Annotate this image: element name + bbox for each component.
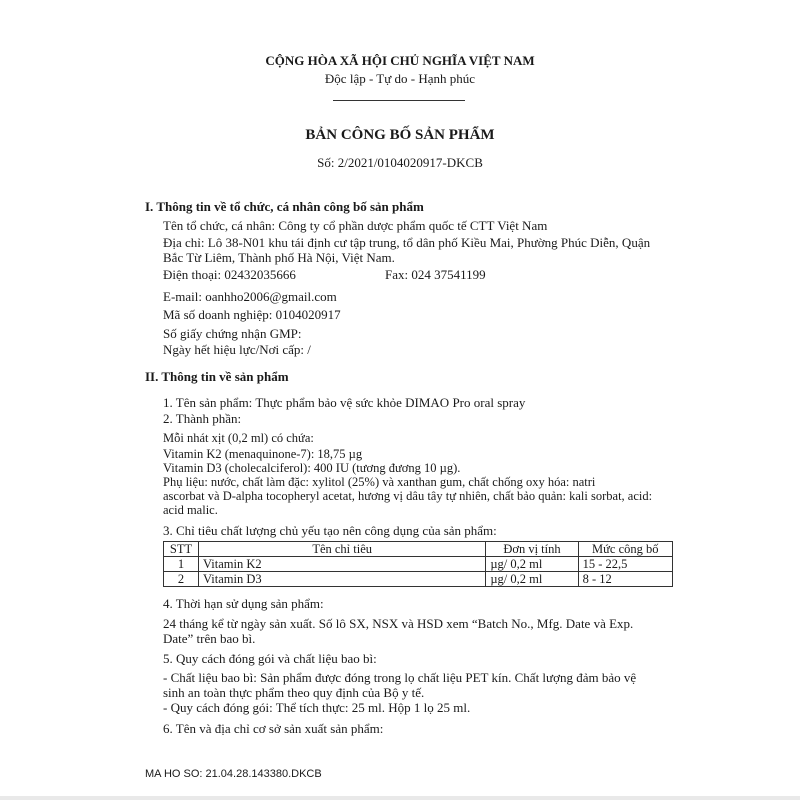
table-cell: 8 - 12 [578,572,672,587]
ingredient-line: Phụ liệu: nước, chất làm đặc: xylitol (25%) và xanthan gum, chất chống oxy hóa: natri [163,475,596,489]
manufacturer-heading: 6. Tên và địa chỉ cơ sở sản xuất sản phẩm: [163,721,384,736]
table-header-cell: Tên chỉ tiêu [198,542,485,557]
motto: Độc lập - Tự do - Hạnh phúc [324,71,476,86]
packaging-line: - Chất liệu bao bì: Sản phẩm được đóng trong lọ chất liệu PET kín. Chất lượng đảm bảo vệ [163,670,637,685]
shelf-life-heading: 4. Thời hạn sử dụng sản phẩm: [163,596,324,611]
business-code: Mã số doanh nghiệp: 0104020917 [163,307,341,322]
packaging-heading: 5. Quy cách đóng gói và chất liệu bao bì: [163,651,377,666]
address-line-1: Địa chỉ: Lô 38-N01 khu tái định cư tập trung, tổ dân phố Kiều Mai, Phường Phúc Diễn, Quận [163,235,651,250]
table-row [164,557,673,572]
org-name: Tên tổ chức, cá nhân: Công ty cổ phần dược phẩm quốc tế CTT Việt Nam [163,218,548,233]
table-cell: Vitamin K2 [198,557,485,572]
packaging-line: - Quy cách đóng gói: Thể tích thực: 25 ml. Hộp 1 lọ 25 ml. [163,700,471,715]
packaging-line: sinh an toàn thực phẩm theo quy định của Bộ y tế. [163,685,425,700]
country-header: CỘNG HÒA XÃ HỘI CHỦ NGHĨA VIỆT NAM [265,53,535,68]
ingredient-line: ascorbat và D-alpha tocopheryl acetat, hương vị dâu tây tự nhiên, chất bảo quản: kali sorbat, acid: [163,489,653,503]
footer-record-code: MA HO SO: 21.04.28.143380.DKCB [145,768,322,780]
table-cell: 2 [164,572,199,587]
ingredient-line: acid malic. [163,503,218,517]
table-cell: µg/ 0,2 ml [486,572,578,587]
table-cell: µg/ 0,2 ml [486,557,578,572]
ingredient-line: Mỗi nhát xịt (0,2 ml) có chứa: [163,431,314,445]
document-number: Số: 2/2021/0104020917-DKCB [317,155,483,170]
table-header-cell: Đơn vị tính [486,542,578,557]
shelf-life-line: Date” trên bao bì. [163,631,256,646]
table-header-cell: STT [164,542,199,557]
table-row [164,572,673,587]
table-cell: 15 - 22,5 [578,557,672,572]
phone: Điện thoại: 02432035666 [163,267,296,282]
header-divider [333,100,465,101]
product-name: 1. Tên sản phẩm: Thực phẩm bảo vệ sức khỏe DIMAO Pro oral spray [163,395,526,410]
ingredient-line: Vitamin K2 (menaquinone-7): 18,75 µg [163,447,363,461]
section-1-heading: I. Thông tin về tổ chức, cá nhân công bố sản phẩm [145,199,424,214]
document-title: BẢN CÔNG BỐ SẢN PHẨM [305,127,495,143]
table-cell: 1 [164,557,199,572]
email: E-mail: oanhho2006@gmail.com [163,289,337,304]
table-cell: Vitamin D3 [198,572,485,587]
shelf-life-line: 24 tháng kể từ ngày sản xuất. Số lô SX, NSX và HSD xem “Batch No., Mfg. Date và Exp. [163,616,634,631]
expiry-info: Ngày hết hiệu lực/Nơi cấp: / [163,342,311,357]
address-line-2: Bắc Từ Liêm, Thành phố Hà Nội, Việt Nam. [163,250,395,265]
table-header-cell: Mức công bố [578,542,672,557]
gmp-number: Số giấy chứng nhận GMP: [163,326,302,341]
table-header-row [164,542,673,557]
page-bottom-edge [0,796,800,800]
ingredients-heading: 2. Thành phần: [163,411,242,426]
section-2-heading: II. Thông tin về sản phẩm [145,369,289,384]
ingredient-line: Vitamin D3 (cholecalciferol): 400 IU (tương đương 10 µg). [163,461,461,475]
quality-table [163,541,673,587]
fax: Fax: 024 37541199 [385,267,486,282]
quality-heading: 3. Chỉ tiêu chất lượng chủ yếu tạo nên công dụng của sản phẩm: [163,523,497,538]
